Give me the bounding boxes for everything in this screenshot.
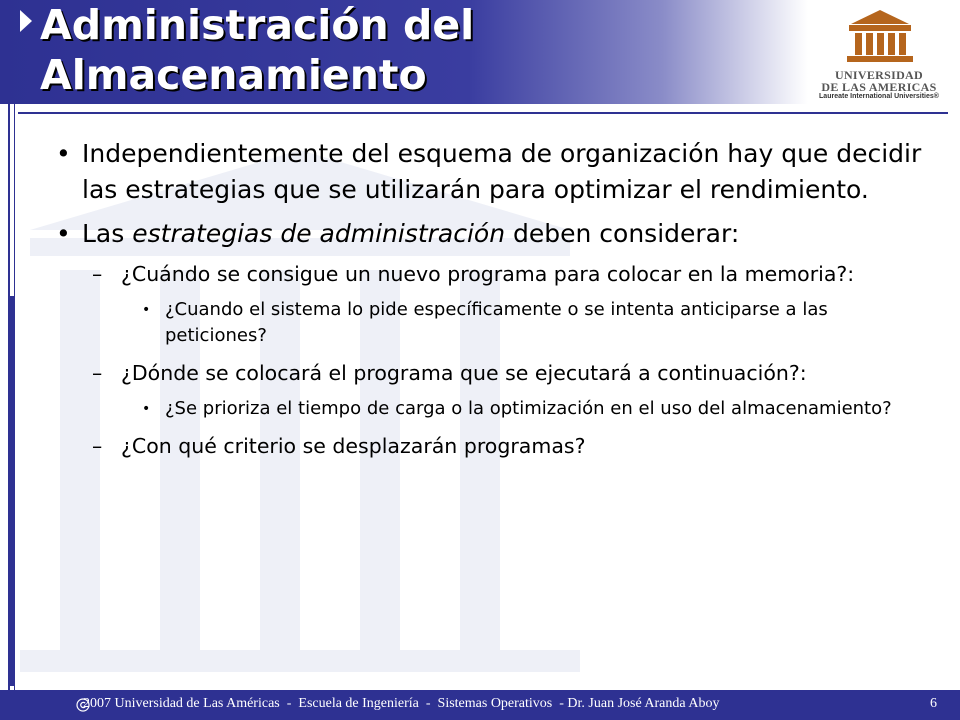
sub-sub-item — [48, 396, 928, 422]
footer-bar — [0, 690, 960, 720]
bullet-item — [48, 136, 928, 208]
dash-marker: – — [92, 262, 103, 286]
sub-sub-item — [48, 297, 928, 349]
sub-question — [48, 359, 928, 388]
bullet-text-prefix: Las — [82, 219, 133, 248]
sub-question — [48, 432, 928, 461]
logo-text-de-las-americas: DE LAS AMERICAS — [821, 80, 937, 94]
left-rule-bar — [8, 296, 15, 686]
sub-sub-item-text: ¿Cuando el sistema lo pide específicamente o se intenta anticiparse a las peticiones? — [165, 299, 828, 346]
logo-text-universidad: UNIVERSIDAD — [835, 68, 923, 82]
bullet-text: Independientemente del esquema de organización hay que decidir las estrategias que se utilizarán para optimizar el rendimiento. — [82, 139, 922, 204]
bullet-dot-icon: • — [142, 401, 151, 417]
bullet-item — [48, 216, 928, 252]
sub-question — [48, 260, 928, 289]
university-logo — [805, 8, 953, 108]
bullet-text-emphasis: estrategias de administración — [132, 219, 506, 248]
university-building-logo-icon — [845, 8, 915, 64]
title-underline — [18, 112, 948, 114]
logo-text-laureate: Laureate International Universities® — [819, 93, 939, 100]
page-number: 6 — [930, 696, 937, 711]
title-line-2: Almacenamiento — [40, 51, 427, 99]
bullet-dot-icon: • — [142, 302, 151, 318]
dash-marker: – — [92, 361, 103, 385]
sub-sub-item-text: ¿Se prioriza el tiempo de carga o la optimización en el uso del almacenamiento? — [165, 398, 892, 419]
title-banner — [0, 0, 808, 104]
bullet-text-suffix: deben considerar: — [505, 219, 740, 248]
sub-question-text: ¿Con qué criterio se desplazarán programas? — [121, 434, 586, 458]
slide-body — [48, 136, 928, 469]
sub-question-text: ¿Dónde se colocará el programa que se ejecutará a continuación?: — [121, 361, 807, 385]
footer-text: 2007 Universidad de Las Américas - Escuela de Ingeniería - Sistemas Operativos - Dr. Juan José Aranda Aboy — [76, 696, 720, 711]
dash-marker: – — [92, 434, 103, 458]
slide-title — [40, 0, 474, 100]
bullet-dot-icon: • — [56, 139, 71, 168]
sub-question-text: ¿Cuándo se consigue un nuevo programa para colocar en la memoria?: — [121, 262, 855, 286]
bullet-dot-icon: • — [56, 219, 71, 248]
triangle-arrow-icon — [20, 10, 32, 32]
title-line-1: Administración del — [40, 1, 475, 49]
